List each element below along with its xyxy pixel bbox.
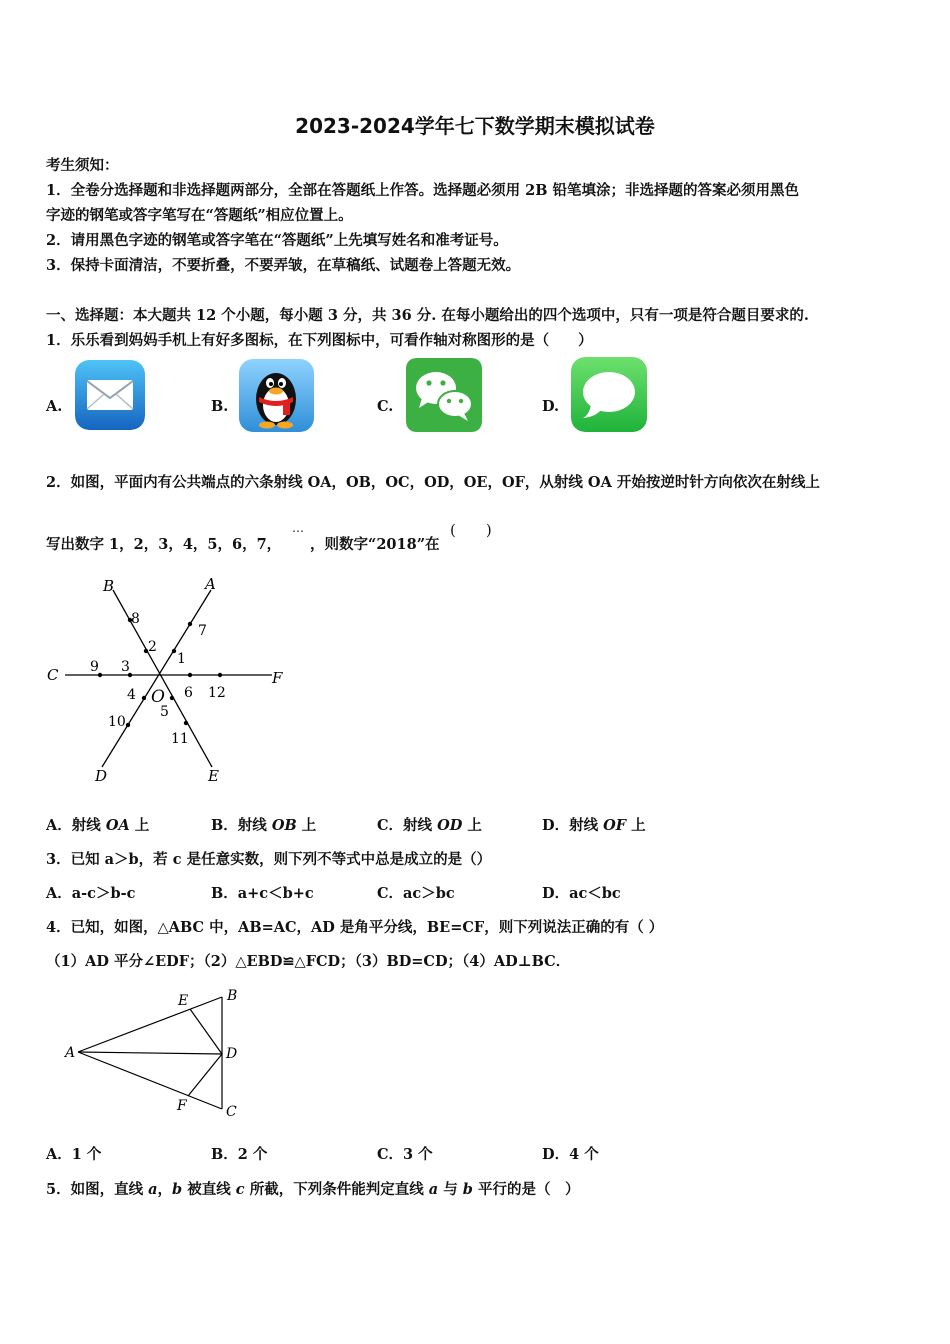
label-a: A (205, 575, 216, 593)
num-4: 4 (127, 687, 136, 703)
q2-stem-line-2b: ，则数字“2018”在 (310, 536, 440, 553)
q5-stem: 5．如图，直线 a，b 被直线 c 所截，下列条件能判定直线 a 与 b 平行的是（ ） (46, 1181, 580, 1198)
num-11: 11 (171, 731, 189, 747)
num-10: 10 (108, 714, 126, 730)
q3-option-a: A．a-c＞b-c (46, 885, 136, 902)
label-e: E (208, 767, 219, 785)
q2-option-b: B．射线 OB 上 (211, 817, 317, 834)
point-4 (142, 696, 146, 700)
q1-option-b-label: B. (211, 398, 229, 415)
qq-penguin-icon (239, 359, 314, 432)
q2-answer-paren: ( ) (450, 521, 492, 539)
num-7: 7 (198, 623, 207, 639)
q2-ellipsis: … (292, 521, 304, 535)
rays-figure (40, 570, 300, 790)
q3-option-d: D．ac＜bc (542, 885, 621, 902)
q2-stem-line-1: 2．如图，平面内有公共端点的六条射线 OA，OB，OC，OD，OE，OF，从射线 OA 开始按逆时针方向依次在射线上 (46, 474, 820, 491)
num-1: 1 (177, 651, 186, 667)
wechat-icon (406, 358, 482, 432)
ray-line-ad (102, 590, 211, 767)
point-1 (172, 649, 176, 653)
label-d: D (95, 767, 108, 785)
num-9: 9 (90, 659, 99, 675)
q4-stem: 4．已知，如图，△ABC 中，AB=AC，AD 是角平分线，BE=CF，则下列说法正确的有（ ） (46, 919, 664, 936)
q1-option-c-label: C. (377, 398, 394, 415)
q2-option-a: A．射线 OA 上 (46, 817, 150, 834)
notice-heading: 考生须知： (46, 157, 119, 174)
notice-line-3: 3．保持卡面清洁，不要折叠，不要弄皱，在草稿纸、试题卷上答题无效。 (46, 257, 521, 274)
label-point-d: D (226, 1046, 238, 1062)
notice-line-1a: 1．全卷分选择题和非选择题两部分，全部在答题纸上作答。选择题必须用 2B 铅笔填涂；非选择题的答案必须用黑色 (46, 182, 800, 199)
label-point-a: A (65, 1045, 76, 1061)
q2-option-c: C．射线 OD 上 (377, 817, 482, 834)
section-heading: 一、选择题：本大题共 12 个小题，每小题 3 分，共 36 分. 在每小题给出的四个选项中，只有一项是符合题目要求的. (46, 307, 809, 324)
q4-option-b: B．2 个 (211, 1146, 268, 1163)
point-10 (126, 723, 130, 727)
label-b: B (103, 577, 115, 595)
q3-option-c: C．ac＞bc (377, 885, 455, 902)
q3-option-b: B．a+c＜b+c (211, 885, 314, 902)
q1-option-d-label: D. (542, 398, 560, 415)
num-3: 3 (121, 659, 130, 675)
num-12: 12 (208, 685, 226, 701)
point-11 (184, 721, 188, 725)
q3-stem: 3．已知 a＞b，若 c 是任意实数，则下列不等式中总是成立的是（） (46, 851, 492, 868)
q4-option-d: D．4 个 (542, 1146, 599, 1163)
label-c: C (47, 666, 59, 684)
notice-line-1b: 字迹的钢笔或答字笔写在“答题纸”相应位置上。 (46, 207, 353, 224)
label-point-f: F (177, 1098, 187, 1114)
label-point-c: C (226, 1104, 237, 1120)
label-point-b: B (227, 988, 238, 1004)
point-6 (188, 673, 192, 677)
point-7 (188, 622, 192, 626)
segment-fd (188, 1054, 222, 1096)
ray-line-be (113, 590, 212, 767)
num-6: 6 (184, 685, 193, 701)
q2-stem-line-2a: 写出数字 1，2，3，4，5，6，7， (46, 536, 282, 553)
message-icon (571, 357, 647, 432)
label-point-e: E (178, 993, 189, 1009)
point-12 (218, 673, 222, 677)
triangle-figure (60, 985, 250, 1120)
q4-option-a: A．1 个 (46, 1146, 102, 1163)
mail-icon (75, 360, 145, 430)
label-f: F (272, 669, 283, 687)
q4-option-c: C．3 个 (377, 1146, 433, 1163)
segment-ad (78, 1052, 222, 1054)
segment-ed (190, 1009, 222, 1054)
label-o: O (151, 687, 165, 707)
q1-stem: 1．乐乐看到妈妈手机上有好多图标，在下列图标中，可看作轴对称图形的是（ ） (46, 332, 593, 349)
notice-line-2: 2．请用黑色字迹的钢笔或答字笔在“答题纸”上先填写姓名和准考证号。 (46, 232, 508, 249)
page-title: 2023-2024学年七下数学期末模拟试卷 (295, 114, 655, 138)
num-2: 2 (148, 639, 157, 655)
q1-option-a-label: A. (46, 398, 63, 415)
num-5: 5 (160, 704, 169, 720)
q2-option-d: D．射线 OF 上 (542, 817, 646, 834)
num-8: 8 (131, 611, 140, 627)
q4-statements: （1）AD 平分∠EDF；（2）△EBD≌△FCD；（3）BD=CD；（4）AD⊥BC． (46, 953, 571, 970)
point-5 (170, 696, 174, 700)
